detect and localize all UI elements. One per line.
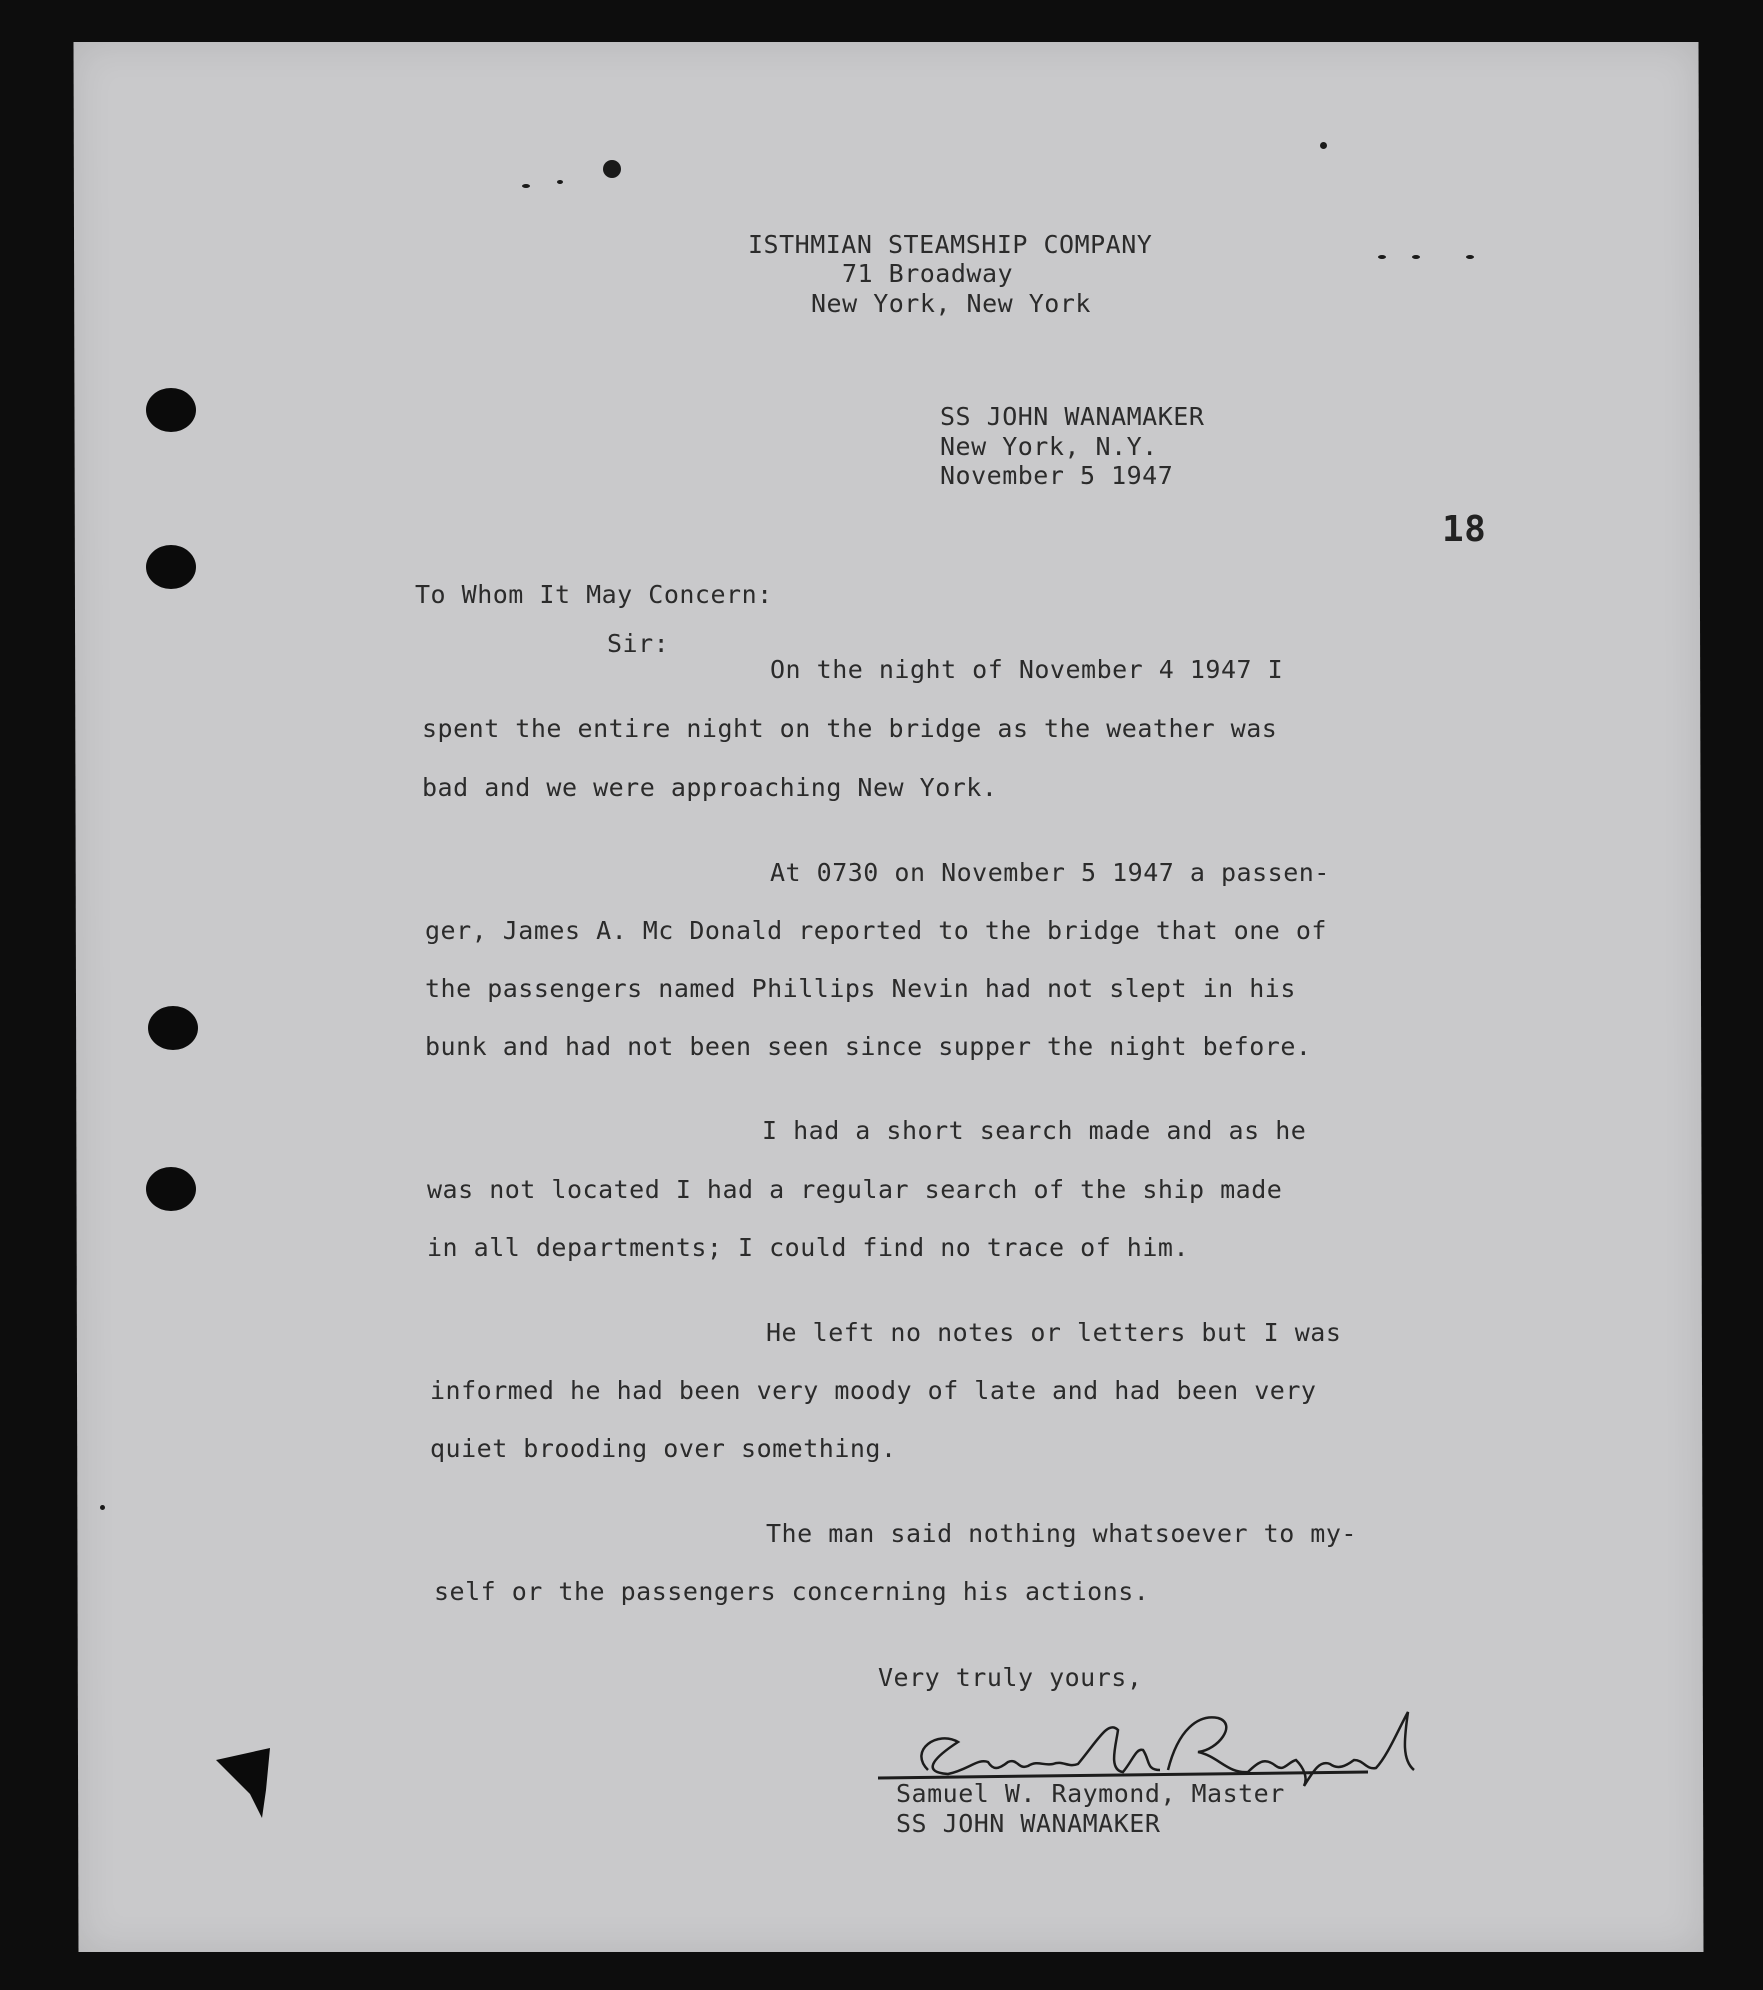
sender-place: New York, N.Y. <box>940 432 1158 461</box>
body-line: was not located I had a regular search of the ship made <box>427 1175 1283 1204</box>
ship-name: SS JOHN WANAMAKER <box>940 402 1205 431</box>
punch-hole <box>148 1006 198 1050</box>
punch-hole <box>146 388 196 432</box>
ink-speck <box>1466 255 1474 259</box>
signer-name: Samuel W. Raymond, Master <box>896 1779 1285 1808</box>
company-name: ISTHMIAN STEAMSHIP COMPANY <box>748 230 1153 259</box>
body-line: He left no notes or letters but I was <box>766 1318 1342 1347</box>
body-line: On the night of November 4 1947 I <box>770 655 1284 684</box>
salutation: To Whom It May Concern: <box>415 580 773 609</box>
company-street: 71 Broadway <box>842 259 1014 288</box>
body-line: bunk and had not been seen since supper the night before. <box>425 1032 1312 1061</box>
body-line: quiet brooding over something. <box>430 1434 897 1463</box>
ink-speck <box>1320 142 1327 149</box>
body-line: the passengers named Phillips Nevin had not slept in his <box>425 974 1296 1003</box>
salutation-sir: Sir: <box>607 629 670 658</box>
closing: Very truly yours, <box>878 1663 1143 1692</box>
punch-hole <box>146 545 196 589</box>
ink-speck <box>1412 255 1420 259</box>
ink-speck <box>603 160 621 178</box>
letter-date: November 5 1947 <box>940 461 1174 490</box>
ink-speck <box>557 180 563 184</box>
body-line: self or the passengers concerning his actions. <box>434 1577 1150 1606</box>
body-line: in all departments; I could find no trace of him. <box>427 1233 1190 1262</box>
body-line: informed he had been very moody of late and had been very <box>430 1376 1317 1405</box>
body-line: ger, James A. Mc Donald reported to the bridge that one of <box>425 916 1327 945</box>
body-line: spent the entire night on the bridge as the weather was <box>422 714 1278 743</box>
punch-hole <box>146 1167 196 1211</box>
signer-ship: SS JOHN WANAMAKER <box>896 1809 1161 1838</box>
body-line: I had a short search made and as he <box>762 1116 1307 1145</box>
company-city: New York, New York <box>811 289 1091 318</box>
torn-corner-mark <box>214 1730 274 1820</box>
ink-speck <box>1378 255 1386 259</box>
page-number: 18 <box>1442 509 1487 550</box>
body-line: bad and we were approaching New York. <box>422 773 998 802</box>
handwritten-signature <box>868 1700 1448 1790</box>
ink-speck <box>522 184 530 188</box>
body-line: The man said nothing whatsoever to my- <box>766 1519 1357 1548</box>
body-line: At 0730 on November 5 1947 a passen- <box>770 858 1330 887</box>
ink-speck <box>100 1505 105 1510</box>
